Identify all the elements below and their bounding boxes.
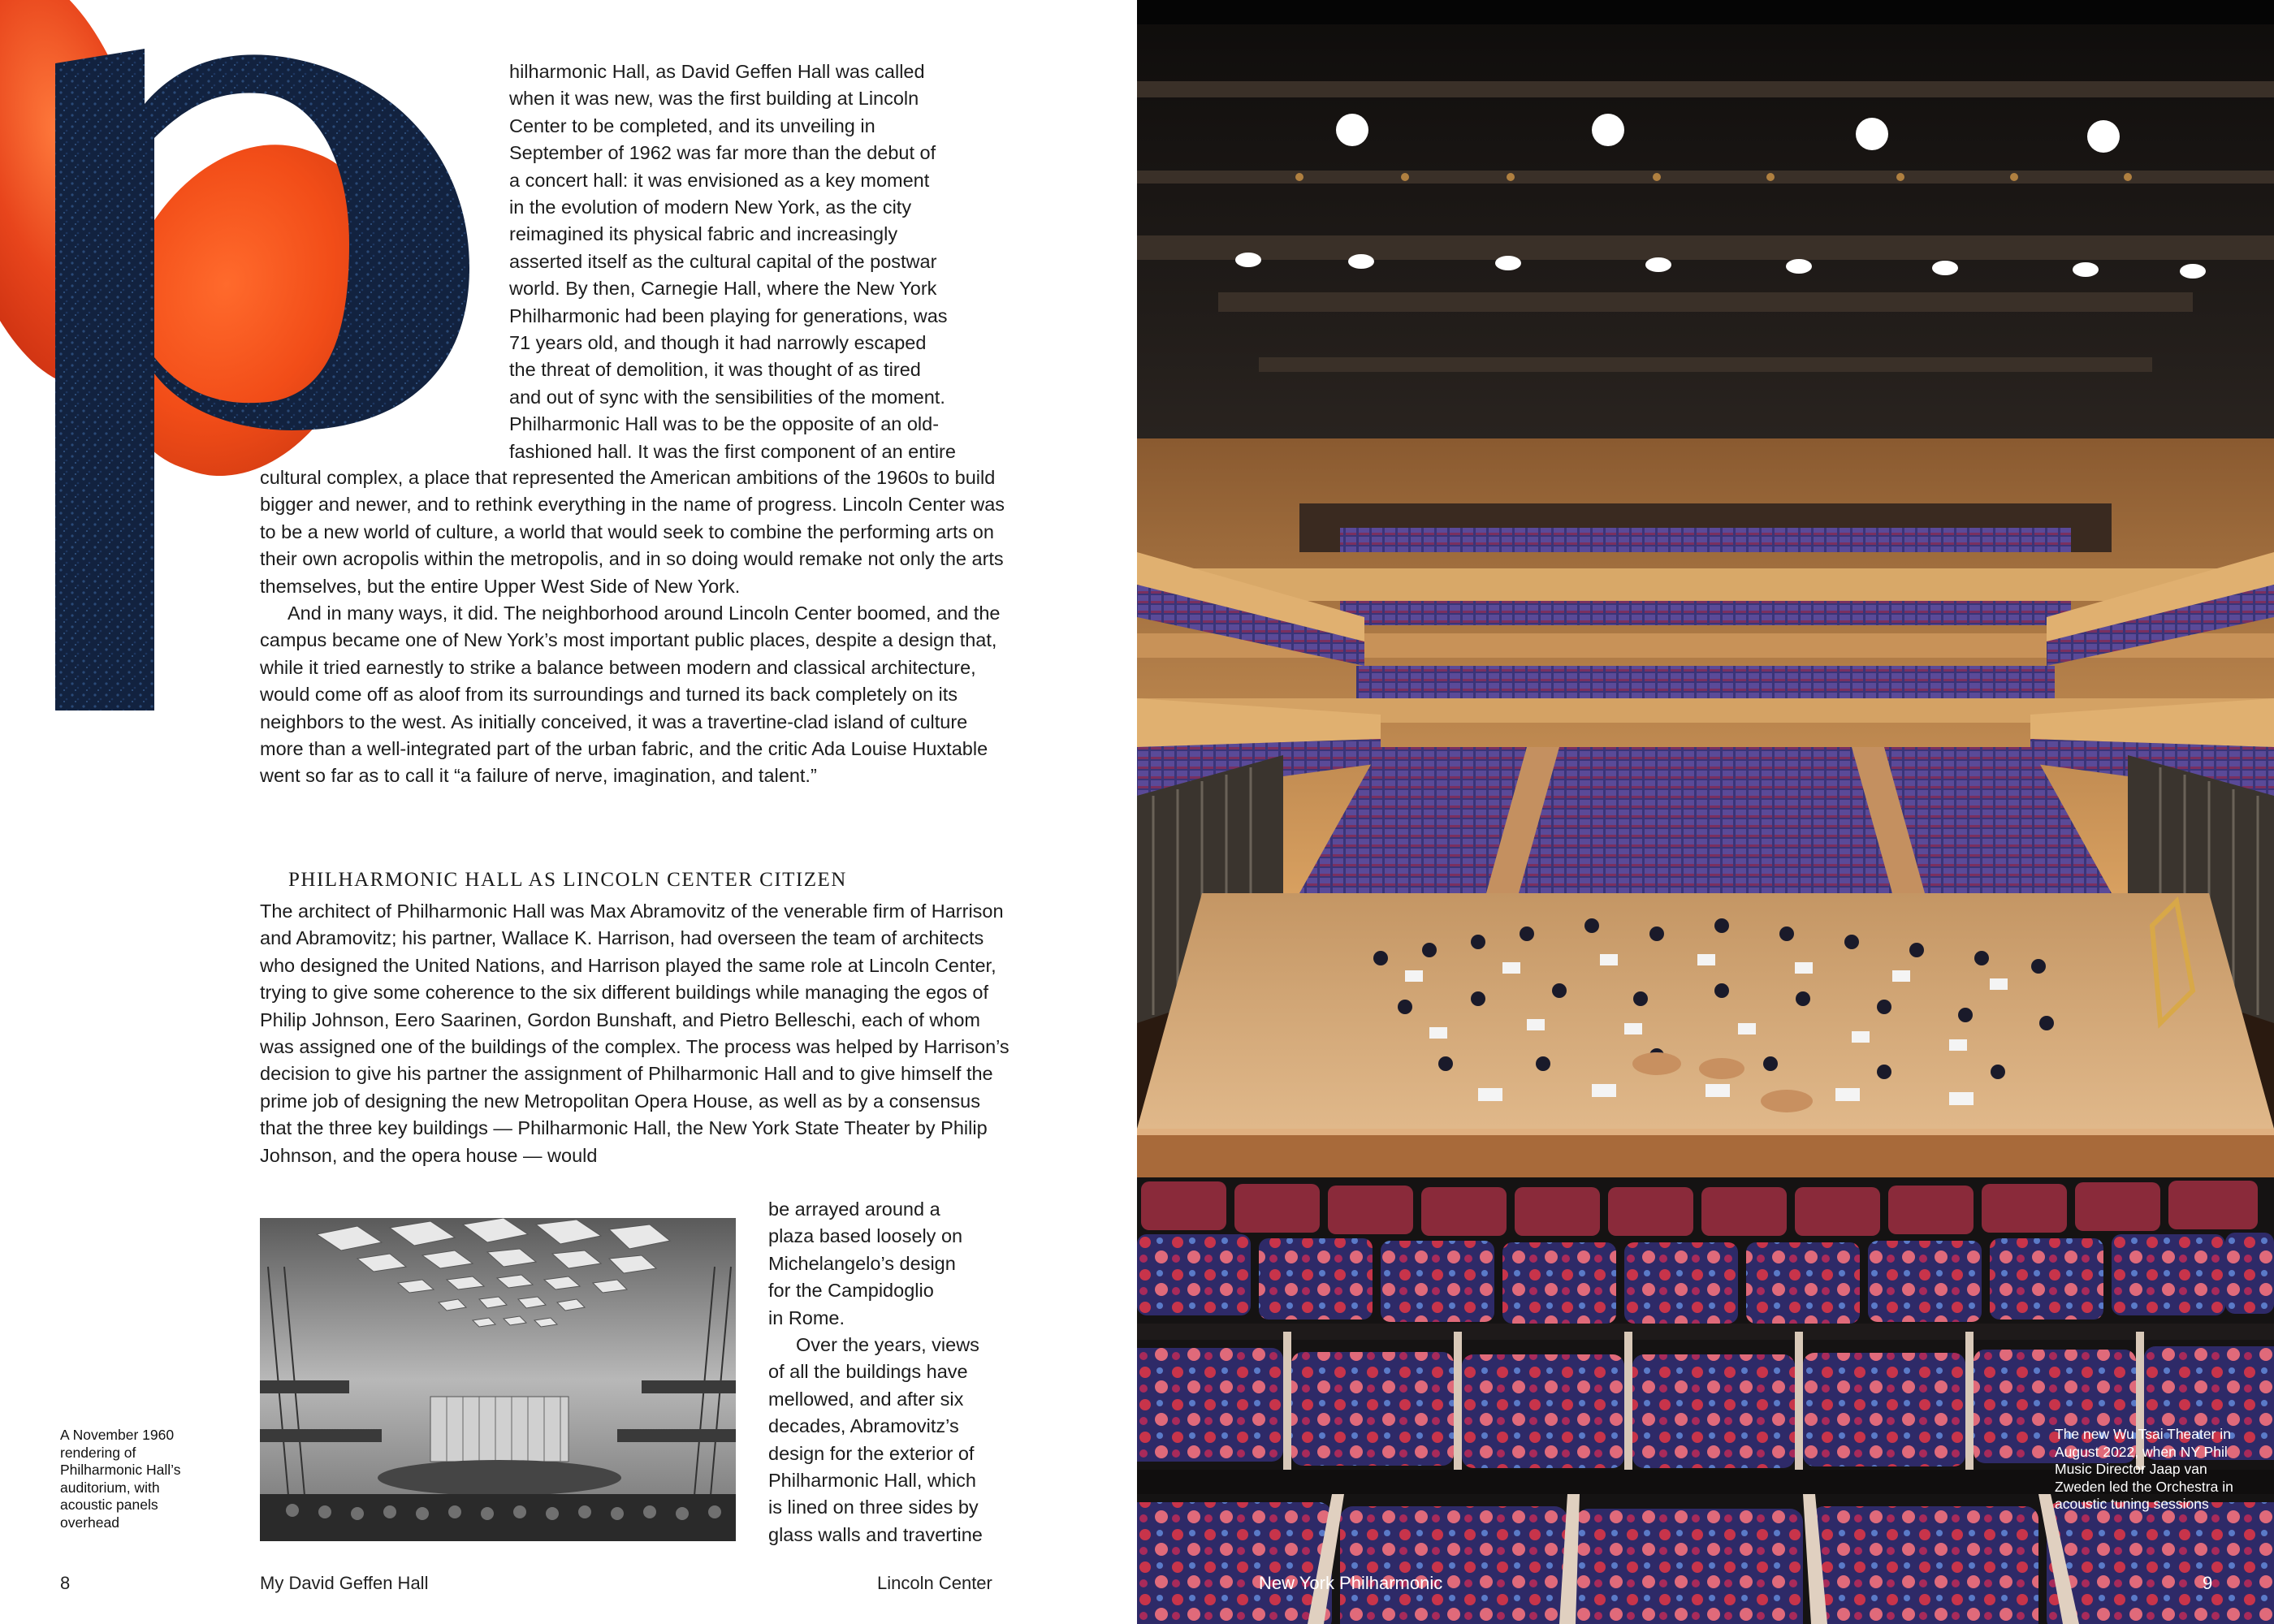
- text-line: in the evolution of modern New York, as the city: [509, 197, 912, 218]
- section-heading: PHILHARMONIC HALL AS LINCOLN CENTER CITIZEN: [288, 869, 847, 891]
- text-line: Philharmonic Hall, which: [768, 1470, 976, 1492]
- text-line: a concert hall: it was envisioned as a key moment: [509, 169, 930, 191]
- paragraph: cultural complex, a place that represented the American ambitions of the 1960s to build bigger and newer, and to rethink everything in the name of progress. Lincoln Center was to be a new world of culture, a world that would seek to combine the performing arts on their own acropolis within the metropolis, and in so doing would remake not only the arts themselves, but the entire Upper West Side of New York.: [260, 467, 1005, 597]
- text-line: Center to be completed, and its unveiling in: [509, 114, 875, 136]
- rendering-caption: A November 1960 rendering of Philharmonic Hall’s auditorium, with acoustic panels overhead: [60, 1427, 181, 1531]
- wu-tsai-theater-photo: [1137, 0, 2274, 1624]
- body-column-main: [260, 464, 1015, 790]
- text-line: plaza based loosely on: [768, 1225, 963, 1247]
- hall-rendering-image: [260, 1218, 736, 1541]
- body-column-opening: [509, 58, 996, 465]
- text-line: the threat of demolition, it was thought of as tired: [509, 359, 921, 381]
- text-line: be arrayed around a: [768, 1199, 940, 1220]
- right-page: [1137, 0, 2274, 1624]
- body-column-narrow: [768, 1196, 1028, 1548]
- page-number-right: 9: [2203, 1573, 2213, 1593]
- text-line: Philharmonic Hall was to be the opposite of an old-: [509, 413, 940, 435]
- running-title: My David Geffen Hall: [260, 1573, 429, 1593]
- text-line: hilharmonic Hall, as David Geffen Hall was called: [509, 61, 925, 82]
- text-line: decades, Abramovitz’s: [768, 1415, 959, 1437]
- text-line: September of 1962 was far more than the debut of: [509, 142, 936, 164]
- body-column-section: [260, 898, 1015, 1169]
- text-line: mellowed, and after six: [768, 1388, 964, 1410]
- text-line: reimagined its physical fabric and increasingly: [509, 223, 898, 245]
- text-line: and out of sync with the sensibilities of the moment.: [509, 386, 945, 408]
- paragraph: And in many ways, it did. The neighborhood around Lincoln Center boomed, and the campus became one of New York’s most important public places, despite a design that, while it tried earnestly to strike a balance between modern and classical architecture, would come off as aloof from its surroundings and turned its back completely on its neighbors to the west. As initially conceived, it was a travertine-clad island of culture more than a well-integrated part of the urban fabric, and the critic Ada Louise Huxtable went so far as to call it “a failure of nerve, imagination, and talent.”: [260, 603, 1001, 787]
- text-line: Philharmonic had been playing for generations, was: [509, 304, 948, 326]
- running-section: Lincoln Center: [877, 1573, 992, 1593]
- text-line: fashioned hall. It was the first component of an entire: [509, 440, 956, 462]
- text-line: when it was new, was the first building at Lincoln: [509, 88, 919, 110]
- text-line: in Rome.: [768, 1307, 845, 1328]
- text-line: Michelangelo’s design: [768, 1252, 956, 1274]
- text-line: 71 years old, and though it had narrowly escaped: [509, 332, 927, 354]
- paragraph: The architect of Philharmonic Hall was Max Abramovitz of the venerable firm of Harrison and Abramovitz; his partner, Wallace K. Harrison, had overseen the team of architects who designed the United Nations, and Harrison played the same role at Lincoln Center, trying to give some coherence to the six different buildings while managing the egos of Philip Johnson, Eero Saarinen, Gordon Bunshaft, and Pietro Belleschi, each of whom was assigned one of the buildings of the complex. The process was helped by Harrison’s decision to give his partner the assignment of Philharmonic Hall and to give himself the prime job of designing the new Metropolitan Opera House, as well as by a consensus that the three key buildings — Philharmonic Hall, the New York State Theater by Philip Johnson, and the opera house — would: [260, 901, 1009, 1166]
- running-publisher: New York Philharmonic: [1259, 1573, 1443, 1593]
- text-line: for the Campidoglio: [768, 1280, 934, 1302]
- text-line: Over the years, views: [796, 1334, 979, 1356]
- text-line: is lined on three sides by: [768, 1497, 979, 1518]
- text-line: design for the exterior of: [768, 1442, 975, 1464]
- text-line: asserted itself as the cultural capital of the postwar: [509, 250, 937, 272]
- photo-caption: The new Wu Tsai Theater in August 2022, when NY Phil Music Director Jaap van Zweden led the Orchestra in acoustic tuning sessions: [2055, 1426, 2233, 1513]
- page-number-left: 8: [60, 1573, 71, 1593]
- text-line: of all the buildings have: [768, 1361, 968, 1383]
- text-line: world. By then, Carnegie Hall, where the New York: [509, 278, 937, 300]
- text-line: glass walls and travertine: [768, 1523, 983, 1545]
